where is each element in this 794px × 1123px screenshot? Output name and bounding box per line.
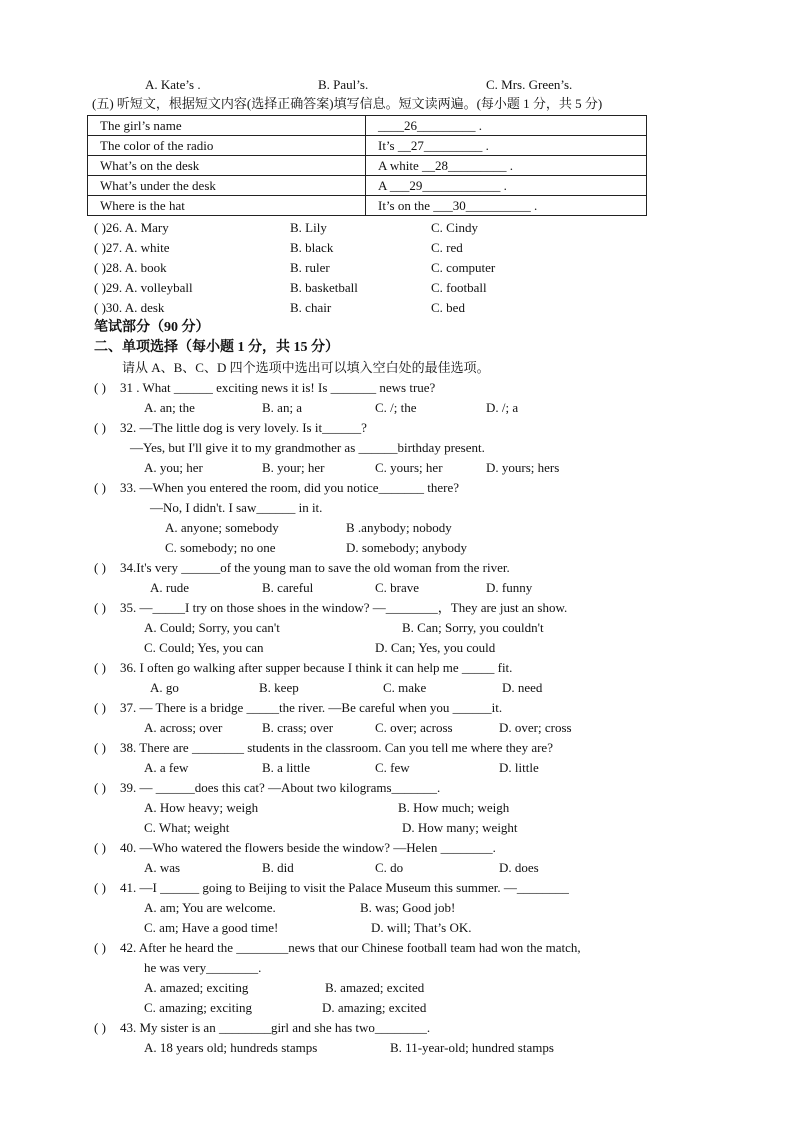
q39-option-b: B. How much; weigh: [398, 800, 510, 815]
table-label: The girl’s name: [88, 116, 366, 136]
q41-option-c: C. am; Have a good time!: [144, 920, 279, 935]
answer-blank-34: ( ): [94, 560, 106, 575]
question-31-stem: 31 . What ______ exciting news it is! Is _______ news true?: [120, 380, 436, 395]
q38-option-a: A. a few: [144, 760, 189, 775]
q32-option-c: C. yours; her: [375, 460, 443, 475]
section2-instruction: 请从 A、B、C、D 四个选项中选出可以填入空白处的最佳选项。: [122, 360, 490, 375]
written-part-title: 笔试部分（90 分）: [94, 320, 210, 335]
q36-option-d: D. need: [502, 680, 543, 695]
q39-option-c: C. What; weight: [144, 820, 230, 835]
table-row: [88, 176, 647, 196]
table-row: [88, 156, 647, 176]
answer-blank-37: ( ): [94, 700, 106, 715]
q32-option-b: B. your; her: [262, 460, 325, 475]
q43-option-b: B. 11-year-old; hundred stamps: [390, 1040, 554, 1055]
answer-blank-38: ( ): [94, 740, 106, 755]
q37-option-a: A. across; over: [144, 720, 223, 735]
question-30: ( )30. A. desk: [94, 300, 165, 315]
table-value: It’s __27_________ .: [366, 136, 647, 156]
q35-option-a: A. Could; Sorry, you can't: [144, 620, 280, 635]
question-26-c: C. Cindy: [431, 220, 478, 235]
q31-option-c: C. /; the: [375, 400, 417, 415]
question-32-stem2: —Yes, but I'll give it to my grandmother as ______birthday present.: [130, 440, 485, 455]
question-26-b: B. Lily: [290, 220, 327, 235]
answer-blank-35: ( ): [94, 600, 106, 615]
question-28: ( )28. A. book: [94, 260, 167, 275]
question-30-c: C. bed: [431, 300, 465, 315]
q32-option-a: A. you; her: [144, 460, 203, 475]
q42-option-d: D. amazing; excited: [322, 1000, 427, 1015]
table-value: It’s on the ___30__________ .: [366, 196, 647, 216]
q35-option-c: C. Could; Yes, you can: [144, 640, 264, 655]
q37-option-c: C. over; across: [375, 720, 453, 735]
q41-option-d: D. will; That’s OK.: [371, 920, 472, 935]
answer-blank-32: ( ): [94, 420, 106, 435]
answer-blank-41: ( ): [94, 880, 106, 895]
answer-blank-33: ( ): [94, 480, 106, 495]
question-37-stem: 37. — There is a bridge _____the river. —Be careful when you ______it.: [120, 700, 503, 715]
question-30-b: B. chair: [290, 300, 332, 315]
option-a: A. Kate’s .: [145, 77, 201, 92]
q42-option-b: B. amazed; excited: [325, 980, 425, 995]
q43-option-a: A. 18 years old; hundreds stamps: [144, 1040, 318, 1055]
question-27-b: B. black: [290, 240, 334, 255]
question-27: ( )27. A. white: [94, 240, 170, 255]
question-41-stem: 41. —I ______ going to Beijing to visit the Palace Museum this summer. —________: [120, 880, 569, 895]
table-label: What’s on the desk: [88, 156, 366, 176]
table-row: [88, 196, 647, 216]
q36-option-b: B. keep: [259, 680, 299, 695]
table-label: Where is the hat: [88, 196, 366, 216]
q33-option-d: D. somebody; anybody: [346, 540, 467, 555]
answer-blank-42: ( ): [94, 940, 106, 955]
q34-option-d: D. funny: [486, 580, 533, 595]
question-36-stem: 36. I often go walking after supper because I think it can help me _____ fit.: [120, 660, 513, 675]
question-28-b: B. ruler: [290, 260, 330, 275]
q40-option-a: A. was: [144, 860, 181, 875]
q41-option-b: B. was; Good job!: [360, 900, 456, 915]
answer-blank-40: ( ): [94, 840, 106, 855]
table-row: [88, 136, 647, 156]
q40-option-d: D. does: [499, 860, 539, 875]
answer-blank-43: ( ): [94, 1020, 106, 1035]
q37-option-d: D. over; cross: [499, 720, 572, 735]
q38-option-d: D. little: [499, 760, 539, 775]
answer-blank-31: ( ): [94, 380, 106, 395]
q40-option-b: B. did: [262, 860, 294, 875]
question-29-b: B. basketball: [290, 280, 358, 295]
q35-option-b: B. Can; Sorry, you couldn't: [402, 620, 544, 635]
q34-option-a: A. rude: [150, 580, 189, 595]
info-table: [87, 115, 647, 216]
table-label: What’s under the desk: [88, 176, 366, 196]
q31-option-a: A. an; the: [144, 400, 195, 415]
question-29-c: C. football: [431, 280, 487, 295]
q34-option-c: C. brave: [375, 580, 420, 595]
q31-option-b: B. an; a: [262, 400, 303, 415]
section5-title: (五) 听短文，根据短文内容(选择正确答案)填写信息。短文读两遍。(每小题 1 分，共 5 分): [92, 96, 603, 111]
q36-option-c: C. make: [383, 680, 427, 695]
answer-blank-36: ( ): [94, 660, 106, 675]
q39-option-d: D. How many; weight: [402, 820, 518, 835]
q41-option-a: A. am; You are welcome.: [144, 900, 276, 915]
question-33-stem: 33. —When you entered the room, did you notice_______ there?: [120, 480, 459, 495]
q36-option-a: A. go: [150, 680, 179, 695]
q35-option-d: D. Can; Yes, you could: [375, 640, 496, 655]
q32-option-d: D. yours; hers: [486, 460, 560, 475]
table-row: [88, 116, 647, 136]
section2-title: 二、单项选择（每小题 1 分，共 15 分）: [94, 340, 339, 355]
q37-option-b: B. crass; over: [262, 720, 334, 735]
q42-option-a: A. amazed; exciting: [144, 980, 249, 995]
q38-option-c: C. few: [375, 760, 410, 775]
table-value: A white __28_________ .: [366, 156, 647, 176]
q42-option-c: C. amazing; exciting: [144, 1000, 252, 1015]
question-33-stem2: —No, I didn't. I saw______ in it.: [150, 500, 323, 515]
question-40-stem: 40. —Who watered the flowers beside the window? —Helen ________.: [120, 840, 496, 855]
q33-option-b: B .anybody; nobody: [346, 520, 452, 535]
table-value: ____26_________ .: [366, 116, 647, 136]
question-29: ( )29. A. volleyball: [94, 280, 193, 295]
answer-blank-39: ( ): [94, 780, 106, 795]
q39-option-a: A. How heavy; weigh: [144, 800, 259, 815]
q33-option-a: A. anyone; somebody: [165, 520, 279, 535]
question-32-stem: 32. —The little dog is very lovely. Is it______?: [120, 420, 367, 435]
table-value: A ___29____________ .: [366, 176, 647, 196]
question-34-stem: 34.It's very ______of the young man to save the old woman from the river.: [120, 560, 510, 575]
option-c: C. Mrs. Green’s.: [486, 77, 573, 92]
question-42-stem2: he was very________.: [144, 960, 262, 975]
q34-option-b: B. careful: [262, 580, 314, 595]
question-38-stem: 38. There are ________ students in the classroom. Can you tell me where they are?: [120, 740, 553, 755]
question-28-c: C. computer: [431, 260, 496, 275]
question-42-stem: 42. After he heard the ________news that our Chinese football team had won the match,: [120, 940, 581, 955]
q40-option-c: C. do: [375, 860, 404, 875]
question-27-c: C. red: [431, 240, 463, 255]
question-43-stem: 43. My sister is an ________girl and she has two________.: [120, 1020, 431, 1035]
q38-option-b: B. a little: [262, 760, 311, 775]
option-b: B. Paul’s.: [318, 77, 369, 92]
table-label: The color of the radio: [88, 136, 366, 156]
question-39-stem: 39. — ______does this cat? —About two kilograms_______.: [120, 780, 441, 795]
q33-option-c: C. somebody; no one: [165, 540, 276, 555]
question-35-stem: 35. —_____I try on those shoes in the window? —________，They are just an show.: [120, 600, 568, 615]
q31-option-d: D. /; a: [486, 400, 519, 415]
question-26: ( )26. A. Mary: [94, 220, 169, 235]
